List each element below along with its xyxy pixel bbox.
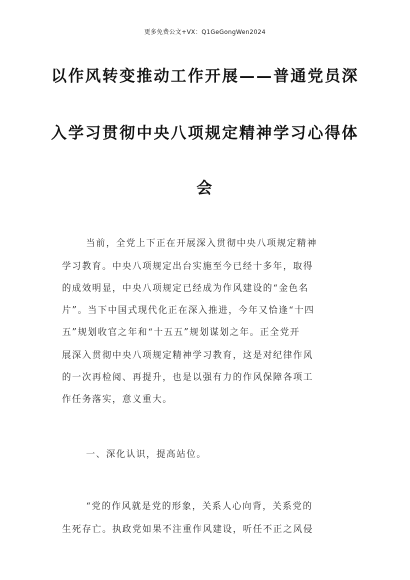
title-line-1: 以作风转变推动工作开展——普通党员深: [51, 67, 359, 85]
paragraph-2-line-1: “党的作风就是党的形象，关系人心向背，关系党的: [86, 502, 313, 512]
paragraph-1-line-4: 片”。当下中国式现代化正在深入推进，今年又恰逢“十四: [62, 306, 315, 316]
paragraph-1-line-1: 当前，全党上下正在开展深入贯彻中央八项规定精神: [86, 239, 318, 249]
section-heading: 一、深化认识，提高站位。: [86, 450, 207, 460]
paragraph-2-line-2: 生死存亡。执政党如果不注重作风建设，听任不正之风侵: [62, 525, 314, 535]
paragraph-1-line-6: 展深入贯彻中央八项规定精神学习教育，这是对纪律作风: [62, 351, 314, 361]
paragraph-1-line-3: 的成效明显，中央八项规定已经成为作风建设的“金色名: [62, 284, 309, 294]
paragraph-1-line-7: 的一次再检阅、再提升，也是以强有力的作风保障各项工: [62, 373, 314, 383]
title-line-2: 入学习贯彻中央八项规定精神学习心得体: [51, 124, 359, 142]
paragraph-1-line-8: 作任务落实，意义重大。: [62, 395, 173, 405]
header-note: 更多免费公文+VX：Q1GeGongWen2024: [144, 29, 266, 36]
title-line-3: 会: [196, 179, 214, 197]
paragraph-1-line-2: 学习教育。中央八项规定出台实施至今已经十多年，取得: [62, 262, 314, 272]
paragraph-1-line-5: 五”规划收官之年和“十五五”规划谋划之年。正全党开: [62, 328, 301, 338]
